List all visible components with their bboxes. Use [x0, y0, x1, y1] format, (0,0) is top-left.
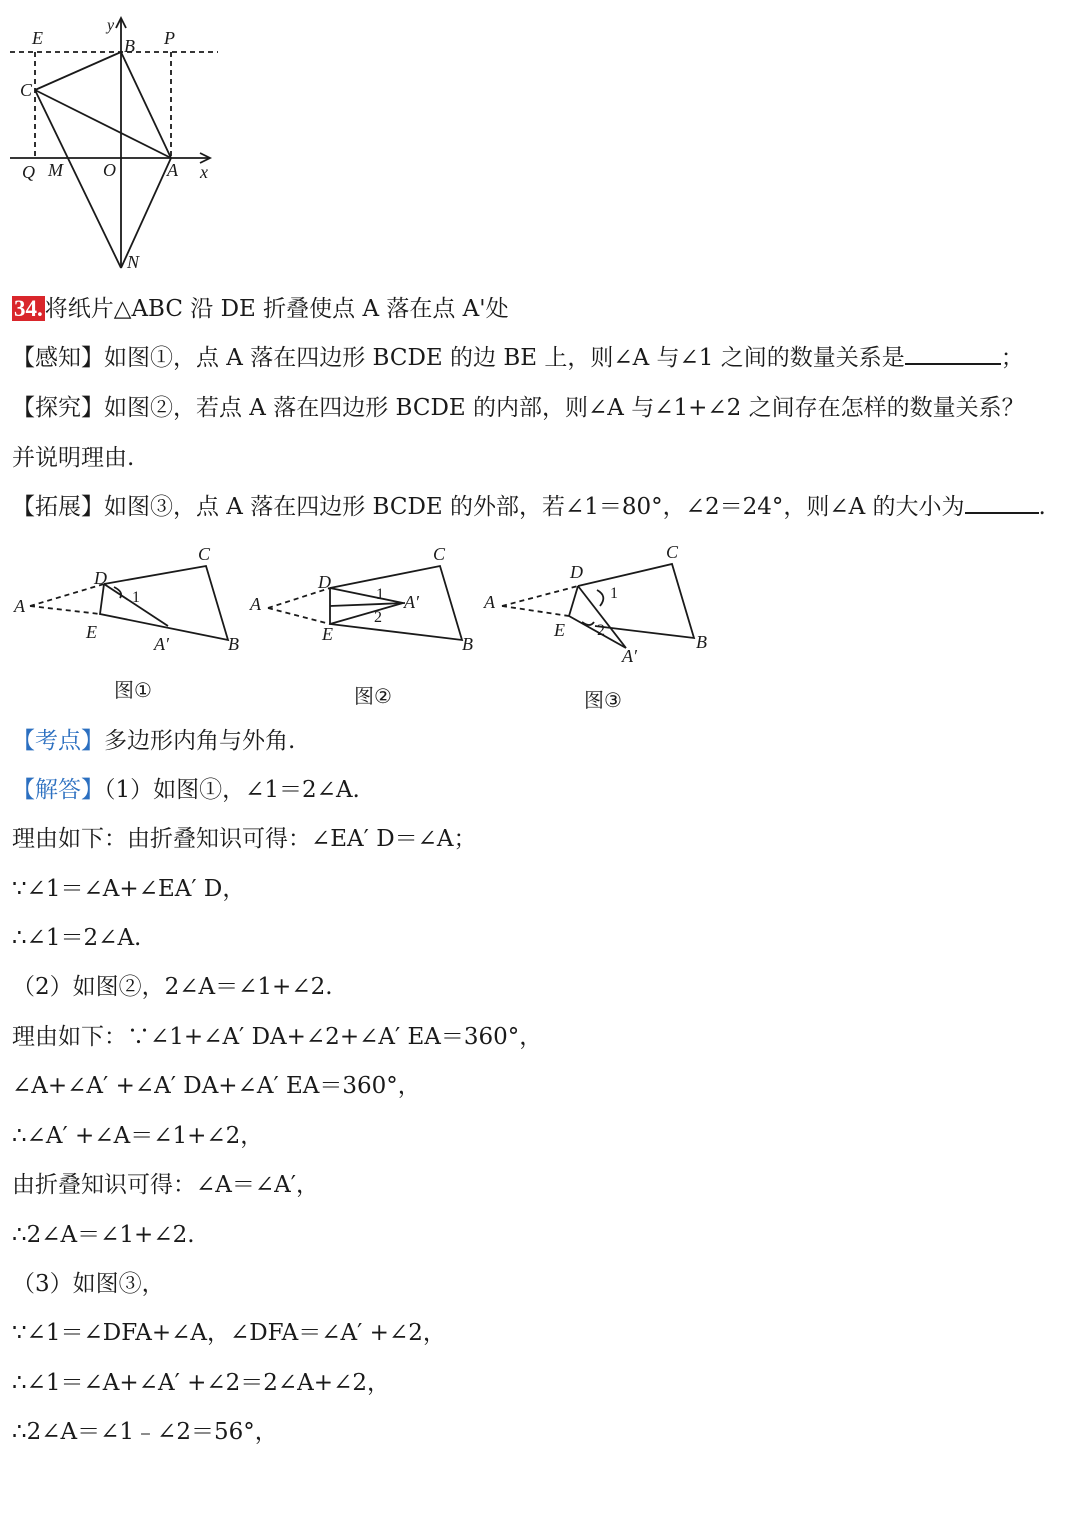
- fig2-angle-1: 1: [376, 586, 384, 603]
- solution-line-7: ∴∠A′ +∠A＝∠1+∠2，: [12, 1123, 264, 1149]
- label-O: O: [103, 160, 116, 180]
- solution-line-4: （2）如图②，2∠A＝∠1+∠2.: [12, 974, 333, 1000]
- fig2-D: D: [318, 572, 331, 592]
- fig2-Ap: A′: [404, 592, 419, 612]
- fig1-B: B: [228, 634, 239, 654]
- answer-blank-2[interactable]: [965, 492, 1039, 514]
- kaodian-tag: 【考点】: [12, 728, 104, 754]
- label-x: x: [200, 162, 208, 182]
- fig2-C: C: [433, 544, 446, 564]
- label-N: N: [127, 252, 140, 272]
- fig3-Ap: A′: [622, 646, 637, 666]
- extend-text: 【拓展】如图③，点 A 落在四边形 BCDE 的外部，若∠1＝80°，∠2＝24°，则∠A 的大小为: [12, 494, 965, 520]
- label-y: y: [107, 17, 115, 34]
- jieda-tag: 【解答】: [12, 777, 104, 803]
- fig2-A: A: [250, 594, 261, 614]
- label-Q: Q: [22, 162, 35, 182]
- solution-line-11: ∵∠1＝∠DFA+∠A，∠DFA＝∠A′ +∠2，: [12, 1320, 446, 1346]
- label-B: B: [124, 36, 135, 56]
- jieda-line: [12, 775, 360, 805]
- explore-line-2: 并说明理由.: [12, 445, 135, 471]
- fig2-angle-2: 2: [374, 609, 382, 626]
- kaodian-text: 多边形内角与外角.: [104, 728, 296, 754]
- solution-line-8: 由折叠知识可得：∠A＝∠A′，: [12, 1172, 319, 1198]
- fig3-B: B: [696, 632, 707, 652]
- fig1-E: E: [86, 622, 97, 642]
- label-E: E: [32, 28, 43, 48]
- kaodian-line: [12, 726, 295, 756]
- solution-line-5: 理由如下：∵∠1+∠A′ DA+∠2+∠A′ EA＝360°，: [12, 1024, 543, 1050]
- fig3-caption: 图③: [584, 688, 622, 712]
- solution-line-12: ∴∠1＝∠A+∠A′ +∠2＝2∠A+∠2，: [12, 1370, 390, 1396]
- label-P: P: [164, 28, 175, 48]
- label-C: C: [20, 80, 33, 100]
- solution-line-1: 理由如下：由折叠知识可得：∠EA′ D＝∠A；: [12, 826, 477, 852]
- fig1-C: C: [198, 544, 211, 564]
- fig2-B: B: [462, 634, 473, 654]
- fig1-caption: 图①: [114, 678, 152, 702]
- solution-line-0: （1）如图①，∠1＝2∠A.: [104, 777, 360, 803]
- perceive-line: [12, 343, 1024, 373]
- fig1-A: A: [14, 596, 25, 616]
- solution-line-3: ∴∠1＝2∠A.: [12, 925, 142, 951]
- question-number: 34.: [14, 296, 43, 321]
- solution-line-6: ∠A+∠A′ +∠A′ DA+∠A′ EA＝360°，: [12, 1073, 421, 1099]
- extend-suffix: .: [1038, 494, 1046, 520]
- fig3-A: A: [484, 592, 495, 612]
- solution-line-10: （3）如图③，: [12, 1271, 165, 1297]
- solution-line-9: ∴2∠A＝∠1+∠2.: [12, 1222, 195, 1248]
- fig3-angle-1: 1: [610, 585, 618, 602]
- fig2-E: E: [322, 624, 333, 644]
- fig3-angle-2: 2: [597, 622, 605, 639]
- fig3-E: E: [554, 620, 565, 640]
- fig1-D: D: [94, 568, 107, 588]
- label-M: M: [48, 160, 63, 180]
- solution-line-13: ∴2∠A＝∠1﹣∠2＝56°，: [12, 1419, 278, 1445]
- fig1-Ap: A′: [154, 634, 169, 654]
- perceive-text: 【感知】如图①，点 A 落在四边形 BCDE 的边 BE 上，则∠A 与∠1 之间的数量关系是: [12, 345, 905, 371]
- label-A: A: [167, 160, 178, 180]
- extend-line: [12, 492, 1046, 522]
- solution-line-2: ∵∠1＝∠A+∠EA′ D，: [12, 876, 246, 902]
- stem-text: 将纸片△ABC 沿 DE 折叠使点 A 落在点 A'处: [44, 296, 509, 322]
- fig2-caption: 图②: [354, 684, 392, 708]
- folding-figures: [0, 540, 740, 670]
- perceive-suffix: ；: [1000, 345, 1024, 371]
- explore-line-1: 【探究】如图②，若点 A 落在四边形 BCDE 的内部，则∠A 与∠1+∠2 之间存在怎样的数量关系？: [12, 395, 1025, 421]
- fig3-D: D: [570, 562, 583, 582]
- fig3-C: C: [666, 542, 679, 562]
- answer-blank-1[interactable]: [905, 343, 1001, 365]
- coordinate-figure: [0, 0, 230, 280]
- fig1-angle-1: 1: [132, 589, 140, 606]
- problem-stem: [12, 294, 509, 324]
